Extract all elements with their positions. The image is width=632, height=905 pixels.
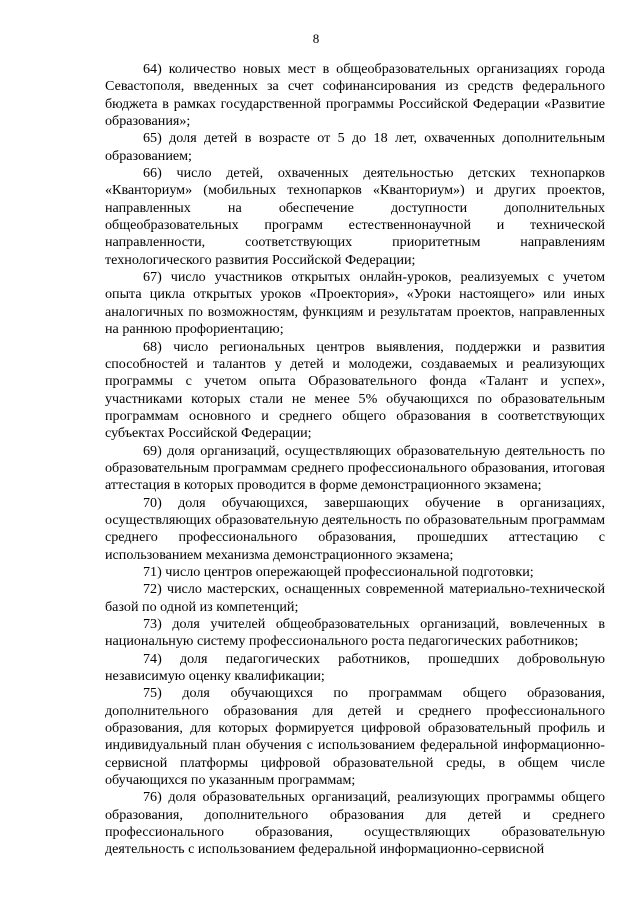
list-item-71: 71) число центров опережающей профессиональной подготовки; — [143, 563, 534, 580]
list-item-68: 68) число региональных центров выявления, поддержки и развития способностей и талантов у детей и молодежи, создаваемых и реализующих программы с учетом опыта Образовательного фонда «Талант и успех», участниками которых стали не менее 5% обучающихся по образовательным программам основного и среднего общего образования в соответствующих субъектах Российской Федерации; — [105, 338, 605, 442]
list-item-67: 67) число участников открытых онлайн-уроков, реализуемых с учетом опыта цикла открытых уроков «Проектория», «Уроки настоящего» или иных аналогичных по возможностям, функциям и результатам проектов, направленных на раннюю профориентацию; — [105, 269, 605, 338]
list-item-73: 73) доля учителей общеобразовательных организаций, вовлеченных в национальную систему профессионального роста педагогических работников; — [105, 616, 605, 650]
document-body — [105, 61, 605, 859]
list-item-65: 65) доля детей в возрасте от 5 до 18 лет, охваченных дополнительным образованием; — [105, 130, 605, 164]
list-item-72: 72) число мастерских, оснащенных современной материально-технической базой по одной из компетенций; — [105, 581, 605, 615]
list-item-69: 69) доля организаций, осуществляющих образовательную деятельность по образовательным программам среднего профессионального образования, итоговая аттестация в которых проводится в форме демонстрационного экзамена; — [105, 442, 605, 494]
list-item-75: 75) доля обучающихся по программам общего образования, дополнительного образования для детей и среднего профессионального образования, для которых формируется цифровой образовательный профиль и индивидуальный план обучения с использованием федеральной информационно-сервисной платформы цифровой образовательной среды, в общем числе обучающихся по указанным программам; — [105, 685, 605, 789]
list-item-70: 70) доля обучающихся, завершающих обучение в организациях, осуществляющих образовательную деятельность по образовательным программам среднего профессионального образования, прошедших аттестацию с использованием механизма демонстрационного экзамена; — [105, 494, 605, 563]
list-item-74: 74) доля педагогических работников, прошедших добровольную независимую оценку квалификации; — [105, 650, 605, 685]
list-item-66: 66) число детей, охваченных деятельностью детских технопарков «Кванториум» (мобильных технопарков «Кванториум») и других проектов, направленных на обеспечение доступности дополнительных общеобразовательных программ естественнонаучной и технической направленности, соответствующих приоритетным направлениям технологического развития Российской Федерации; — [105, 165, 605, 268]
list-item-76: 76) доля образовательных организаций, реализующих программы общего образования, дополнительного образования для детей и среднего профессионального образования, осуществляющих образовательную деятельность с использованием федеральной информационно-сервисной — [105, 789, 605, 858]
page-number: 8 — [312, 31, 320, 46]
list-item-64: 64) количество новых мест в общеобразовательных организациях города Севастополя, введенных за счет софинансирования из средств федерального бюджета в рамках государственной программы Российской Федерации «Развитие образования»; — [105, 61, 605, 130]
